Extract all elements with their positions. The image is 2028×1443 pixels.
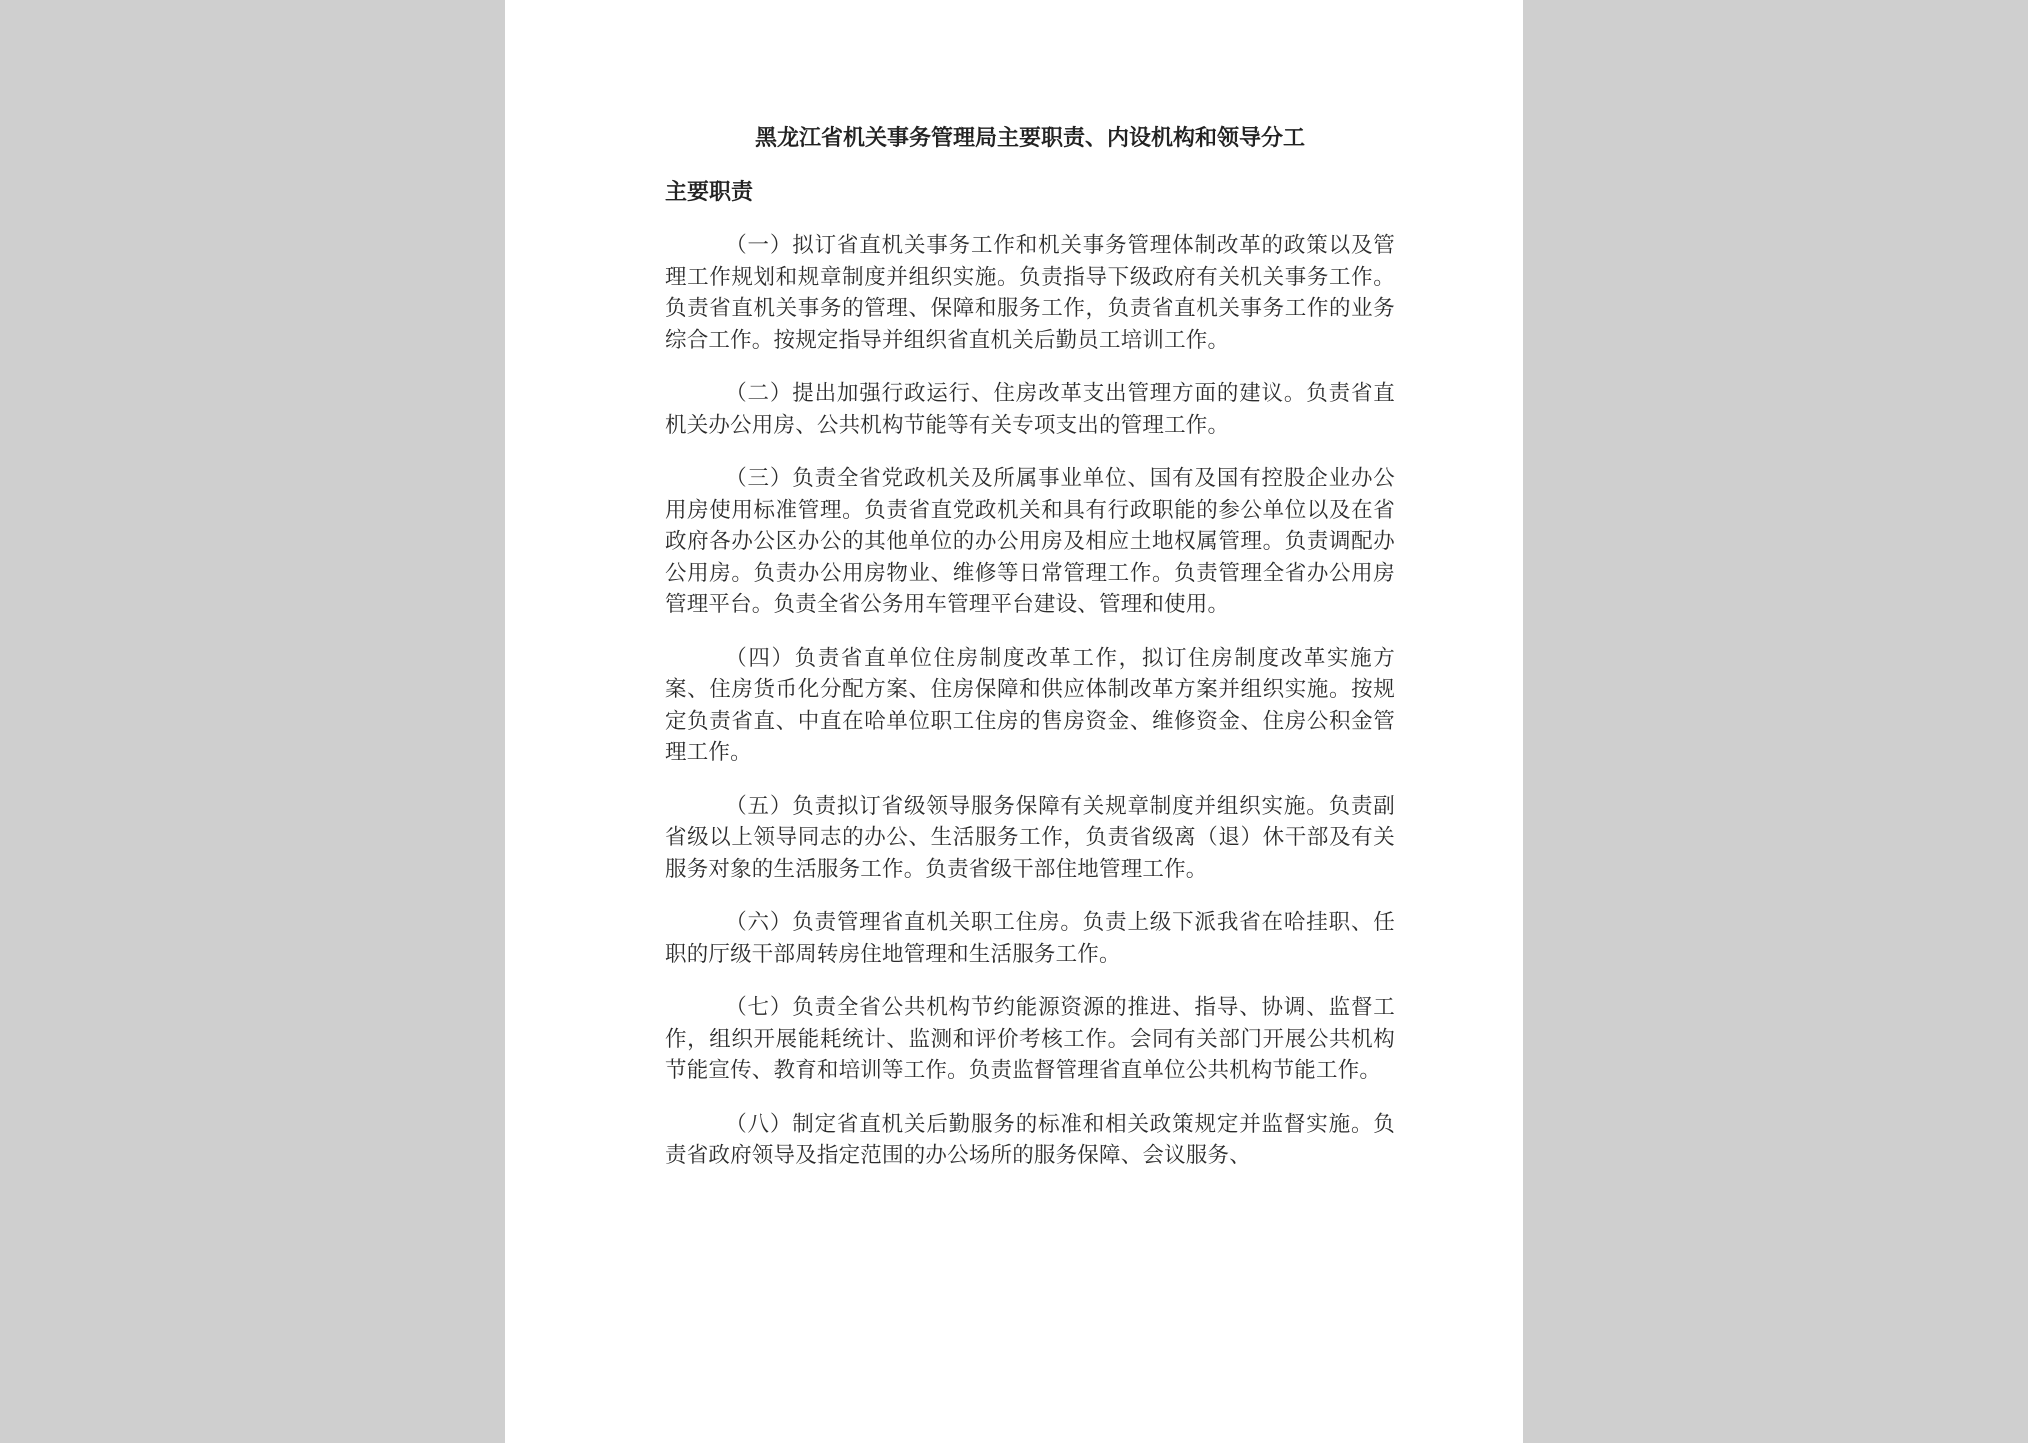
paragraph-3: （三）负责全省党政机关及所属事业单位、国有及国有控股企业办公用房使用标准管理。负责省直党政机关和具有行政职能的参公单位以及在省政府各办公区办公的其他单位的办公用房及相应土地权属管理。负责调配办公用房。负责办公用房物业、维修等日常管理工作。负责管理全省办公用房管理平台。负责全省公务用车管理平台建设、管理和使用。: [665, 466, 1395, 617]
page-content: [665, 118, 1395, 1194]
paragraph-4: （四）负责省直单位住房制度改革工作，拟订住房制度改革实施方案、住房货币化分配方案、住房保障和供应体制改革方案并组织实施。按规定负责省直、中直在哈单位职工住房的售房资金、维修资金、住房公积金管理工作。: [665, 645, 1395, 765]
paragraph-1: （一）拟订省直机关事务工作和机关事务管理体制改革的政策以及管理工作规划和规章制度并组织实施。负责指导下级政府有关机关事务工作。负责省直机关事务的管理、保障和服务工作，负责省直机关事务工作的业务综合工作。按规定指导并组织省直机关后勤员工培训工作。: [665, 233, 1395, 353]
document-page: [505, 0, 1523, 1443]
paragraph-8: （八）制定省直机关后勤服务的标准和相关政策规定并监督实施。负责省政府领导及指定范围的办公场所的服务保障、会议服务、: [665, 1111, 1395, 1168]
paragraph-2: （二）提出加强行政运行、住房改革支出管理方面的建议。负责省直机关办公用房、公共机构节能等有关专项支出的管理工作。: [665, 381, 1395, 438]
document-title: 黑龙江省机关事务管理局主要职责、内设机构和领导分工: [754, 125, 1305, 151]
paragraph-6: （六）负责管理省直机关职工住房。负责上级下派我省在哈挂职、任职的厅级干部周转房住地管理和生活服务工作。: [665, 910, 1395, 967]
section-heading: 主要职责: [665, 179, 754, 205]
paragraph-5: （五）负责拟订省级领导服务保障有关规章制度并组织实施。负责副省级以上领导同志的办公、生活服务工作，负责省级离（退）休干部及有关服务对象的生活服务工作。负责省级干部住地管理工作。: [665, 793, 1395, 882]
paragraph-7: （七）负责全省公共机构节约能源资源的推进、指导、协调、监督工作，组织开展能耗统计、监测和评价考核工作。会同有关部门开展公共机构节能宣传、教育和培训等工作。负责监督管理省直单位公共机构节能工作。: [665, 995, 1395, 1083]
